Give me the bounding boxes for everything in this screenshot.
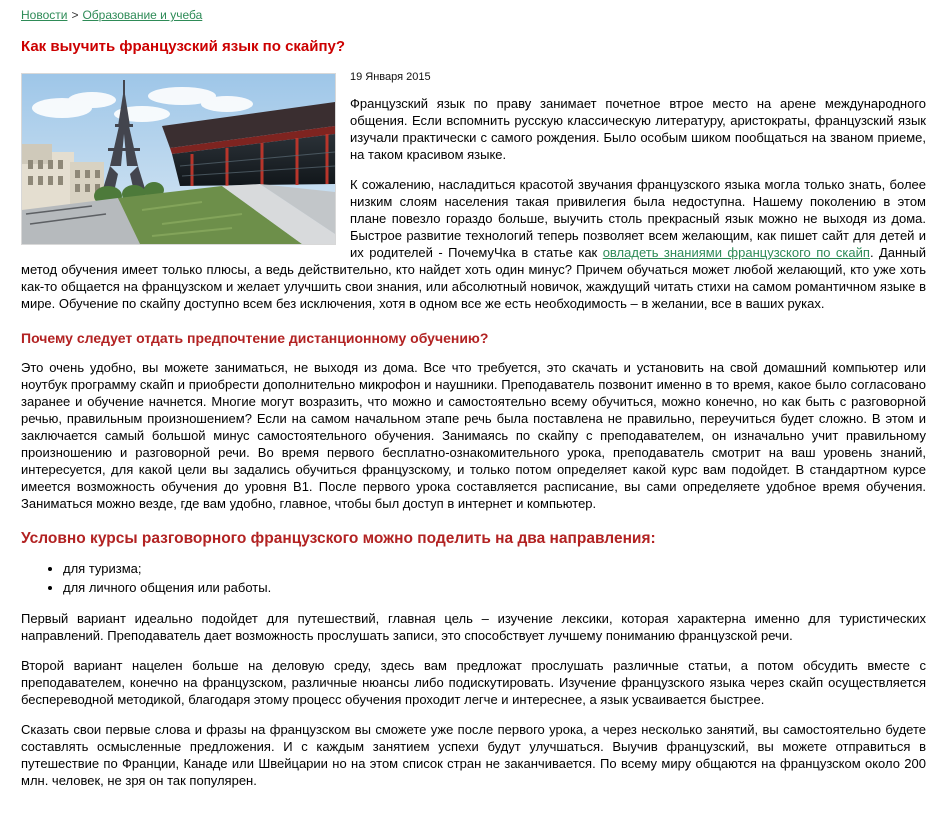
subheading-course-types: Условно курсы разговорного французского можно поделить на два направления: <box>21 530 656 547</box>
skype-french-article-link[interactable]: овладеть знаниями французского по скайп <box>602 245 870 260</box>
breadcrumb <box>21 8 926 22</box>
paragraph-2-text-after: . Данный метод обучения имеет только плюсы, а ведь действительно, кто найдет хоть один минус? Причем обучаться может любой желающий, кто уже хоть как-то общается на французском и желает улучшить свои знания, или абсолютный новичок, жаждущий читать стихи на самом романтичном языке в мире. Обучение по скайпу доступно всем без исключения, хотя в одном все же есть необходимость – в желании, все в ваших руках. <box>21 245 926 311</box>
paragraph-2-text-before: К сожалению, насладиться красотой звучания французского языка могла только знать, более низким слоям населения такая привилегия была недоступна. Нашему поколению в этом плане повезло гораздо больше, выучить столь прекрасный язык можно не выходя из дома. Быстрое развитие технологий теперь позволяет всем желающим, как пишет сайт для детей и их родителей - ПочемуЧка в статье как <box>350 177 926 260</box>
breadcrumb-link-category[interactable]: Образование и учеба <box>82 8 203 22</box>
paragraph-3: Это очень удобно, вы можете заниматься, не выходя из дома. Все что требуется, это скачать и установить на свой домашний компьютер или ноутбук программу скайп и приобрести дополнительно микрофон и наушники. Преподаватель позвонит именно в то время, какое было согласовано заранее и обучение начнется. Многие могут возразить, что можно и самостоятельно всему обучиться, можно конечно, но как быть с разговорной речью, правильным произношением? Если на самом начальном этапе речь была поставлена не правильно, переучиться будет сложно. В этом и заключается самый большой минус самостоятельного обучения. Занимаясь по скайпу с преподавателем, он изначально учит правильному произношению и разговорной речи. Во время первого бесплатно-ознакомительного урока, преподаватель смотрит на ваш уровень знаний, интересуется, для какой цели вы задались обучиться французскому, и только потом определяет какой курс вам подойдет. В стандартном курсе имеется возможность обучения до уровня B1. После первого урока составляется расписание, вы сами определяете удобное время обучения. Заниматься можно везде, где вам удобно, главное, чтобы был доступ в интернет и компьютер. <box>21 360 926 511</box>
article-photo <box>21 73 336 245</box>
subheading-distance-learning: Почему следует отдать предпочтение дистанционному обучению? <box>21 330 489 346</box>
list-item-tourism: • для туризма; <box>63 560 926 577</box>
paragraph-4: Первый вариант идеально подойдет для путешествий, главная цель – изучение лексики, которая характерна именно для туристических направлений. Преподаватель дает возможность прослушать записи, это способствует лучшему пониманию французской речи. <box>21 611 926 643</box>
course-types-list <box>21 560 926 596</box>
page-title: Как выучить французский язык по скайпу? <box>21 38 346 55</box>
article-body <box>21 71 926 789</box>
paragraph-5: Второй вариант нацелен больше на деловую среду, здесь вам предложат прослушать различные статьи, а потом обсудить вместе с преподавателем, конечно на французском, различные нюансы либо подискутировать. Изучение французского языка через скайп осуществляется беспереводной методикой, благодаря этому процесс обучения проходит легче и интереснее, а язык усваивается быстрее. <box>21 658 926 707</box>
publish-date: 19 Января 2015 <box>350 71 431 83</box>
paragraph-6: Сказать свои первые слова и фразы на французском вы сможете уже после первого урока, а через несколько занятий, вы самостоятельно будете составлять осмысленные предложения. И с каждым занятием успехи будут улучшаться. Выучив французский, вы можете отправиться в путешествие по Франции, Канаде или Швейцарии но на этом список стран не заканчивается. По всему миру общаются на французском около 200 млн. человек, не зря он так популярен. <box>21 722 926 788</box>
paragraph-1: Французский язык по праву занимает почетное втрое место на арене международного общения. Если вспомнить русскую классическую литературу, аристократы, французский язык изучали практически с самого рождения. Было особым шиком пообщаться на званом приеме, на таком красивом языке. <box>350 96 926 162</box>
eiffel-tower-photo-illustration <box>22 74 335 244</box>
breadcrumb-link-news[interactable]: Новости <box>21 8 68 22</box>
list-item-personal-work: • для личного общения или работы. <box>63 579 926 596</box>
breadcrumb-separator: > <box>71 8 79 22</box>
